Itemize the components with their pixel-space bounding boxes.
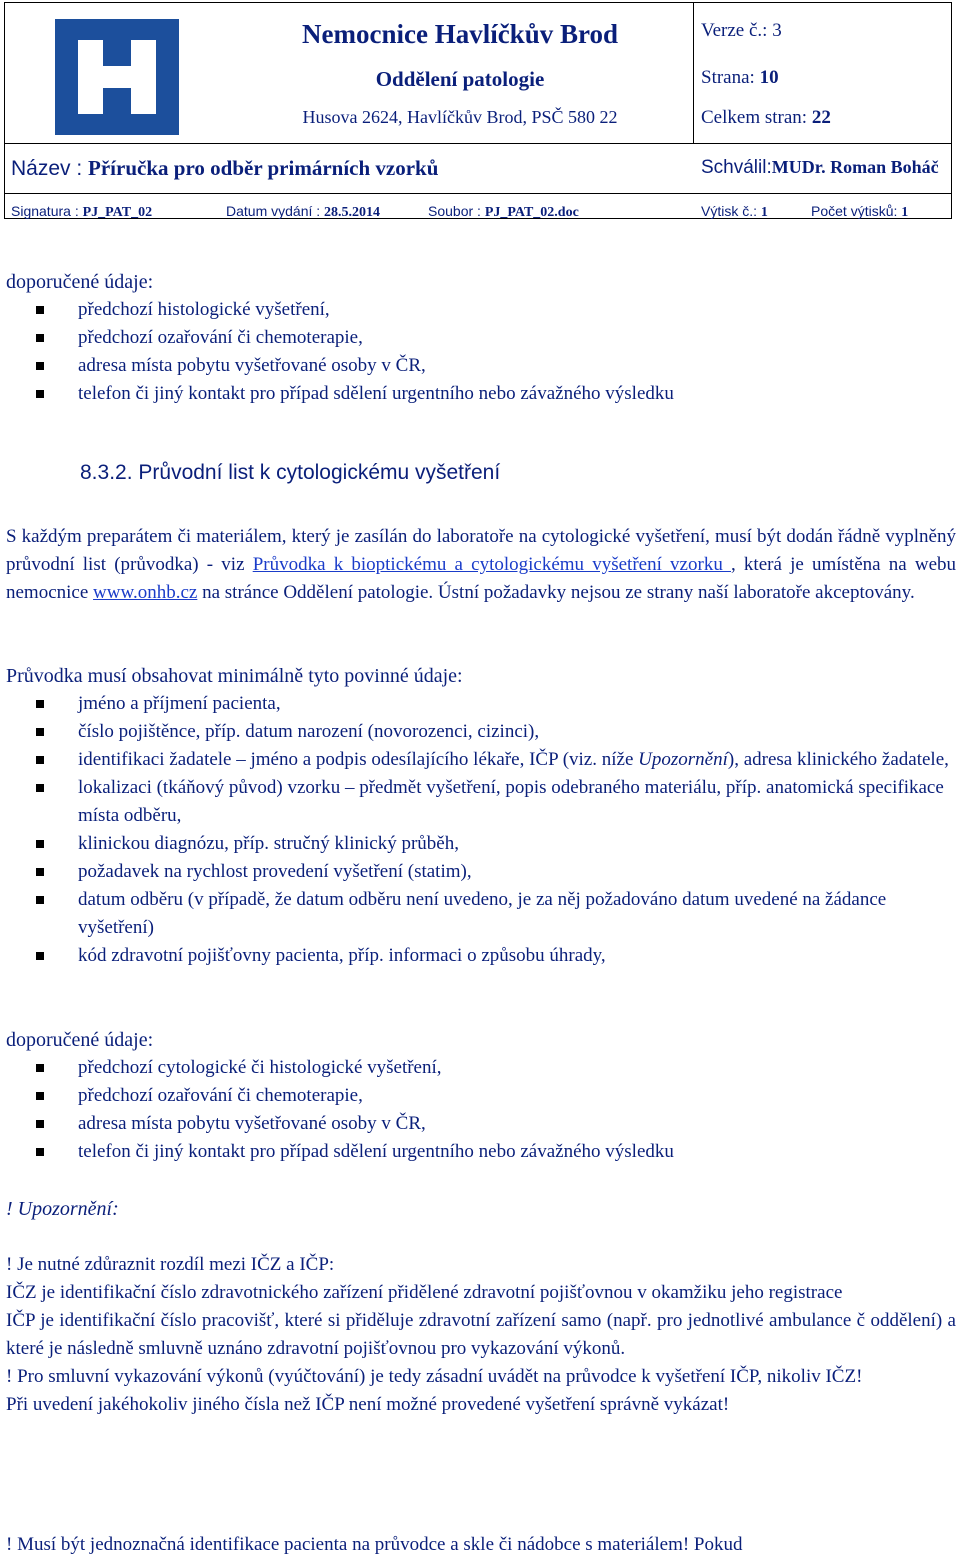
- warning-paragraph: IČZ je identifikační číslo zdravotnického zařízení přidělené zdravotní pojišťovnou v okamžiku jeho registrace: [6, 1282, 843, 1303]
- print-number-field: Výtisk č.: 1: [701, 203, 768, 220]
- list-item: identifikaci žadatele – jméno a podpis odesílajícího lékaře, IČP (viz. níže Upozornění), adresa klinického žadatele,: [6, 746, 956, 774]
- list-item: adresa místa pobytu vyšetřované osoby v ČR,: [6, 352, 956, 380]
- warning-text: [6, 1251, 956, 1419]
- list-item: lokalizaci (tkáňový původ) vzorku – předmět vyšetření, popis odebraného materiálu, příp. anatomická specifikace místa odběru,: [6, 774, 956, 830]
- warning-text-continued: [6, 1531, 956, 1559]
- section-number: 8.3.2.: [80, 461, 133, 484]
- list-item: jméno a příjmení pacienta,: [6, 690, 956, 718]
- warning-paragraph: IČP je identifikační číslo pracovišť, které si přiděluje zdravotní zařízení samo (např. pro jednotlivé ambulance č oddělení) a které je následně smluvně uznáno zdravotní pojišťovnou pro vykazování výkonů.: [6, 1310, 956, 1359]
- hospital-logo-icon: [55, 19, 179, 135]
- signature-field: Signatura : PJ_PAT_02: [11, 203, 153, 220]
- intro-paragraph: S každým preparátem či materiálem, který je zasílán do laboratoře na cytologické vyšetření, musí být dodán řádně vyplněný průvodní list (průvodka) - viz Průvodka k bioptickému a cytologickému vyšetření vzorku , která je umístěna na webu nemocnice www.onhb.cz na stránce Oddělení patologie. Ústní požadavky nejsou ze strany naší laboratoře akceptovány.: [6, 526, 957, 603]
- mandatory-list: [6, 690, 956, 970]
- document-title: Název : Příručka pro odběr primárních vzorků: [11, 156, 439, 180]
- department-name: Oddělení patologie: [375, 67, 545, 91]
- mandatory-label: Průvodka musí obsahovat minimálně tyto povinné údaje:: [6, 665, 463, 687]
- warning-paragraph: ! Pro smluvní vykazování výkonů (vyúčtování) je tedy zásadní uvádět na průvodce k vyšetření IČP, nikoliv IČZ!: [6, 1366, 863, 1387]
- section-heading: [80, 459, 950, 487]
- header-divider-1: [5, 143, 951, 144]
- list-item: předchozí ozařování či chemoterapie,: [6, 1082, 956, 1110]
- recommended-list: [6, 1054, 956, 1166]
- institution-address: Husova 2624, Havlíčkův Brod, PSČ 580 22: [302, 107, 618, 127]
- request-form-link[interactable]: Průvodka k bioptickému a cytologickému vyšetření vzorku: [252, 554, 731, 575]
- list-item: číslo pojištěnce, příp. datum narození (novorozenci, cizinci),: [6, 718, 956, 746]
- total-pages-field: Celkem stran: 22: [701, 107, 831, 128]
- list-item: předchozí histologické vyšetření,: [6, 296, 956, 324]
- mandatory-data: [6, 662, 956, 970]
- section-title: Průvodní list k cytologickému vyšetření: [138, 461, 501, 484]
- list-item: telefon či jiný kontakt pro případ sdělení urgentního nebo závažného výsledku: [6, 380, 956, 408]
- list-item: datum odběru (v případě, že datum odběru není uvedeno, je za něj požadováno datum uvedené na žádance vyšetření): [6, 886, 956, 942]
- warning-label: ! Upozornění:: [6, 1198, 119, 1220]
- warning-paragraph: ! Je nutné zdůraznit rozdíl mezi IČZ a IČP:: [6, 1254, 335, 1275]
- recommended-data-2: [6, 1026, 956, 1166]
- approved-by: Schválil:MUDr. Roman Boháč: [701, 157, 939, 178]
- copies-field: Počet výtisků: 1: [811, 203, 909, 220]
- list-item: klinickou diagnózu, příp. stručný klinický průběh,: [6, 830, 956, 858]
- list-item: předchozí cytologické či histologické vyšetření,: [6, 1054, 956, 1082]
- list-item: adresa místa pobytu vyšetřované osoby v ČR,: [6, 1110, 956, 1138]
- header-divider-2: [5, 193, 951, 194]
- warning-paragraph: ! Musí být jednoznačná identifikace pacienta na průvodce a skle či nádobce s materiálem! Pokud: [6, 1534, 743, 1555]
- list-item: telefon či jiný kontakt pro případ sdělení urgentního nebo závažného výsledku: [6, 1138, 956, 1166]
- list-item: požadavek na rychlost provedení vyšetření (statim),: [6, 858, 956, 886]
- document-header: [4, 2, 952, 219]
- list-item: kód zdravotní pojišťovny pacienta, příp. informaci o způsobu úhrady,: [6, 942, 956, 970]
- institution-name: Nemocnice Havlíčkův Brod: [302, 19, 618, 49]
- recommended-label: doporučené údaje:: [6, 1029, 154, 1051]
- version-field: Verze č.: 3: [701, 20, 782, 41]
- issue-date-field: Datum vydání : 28.5.2014: [226, 203, 381, 220]
- hospital-web-link[interactable]: www.onhb.cz: [93, 582, 198, 603]
- recommended-label: doporučené údaje:: [6, 271, 154, 293]
- warning-block: [6, 1195, 956, 1223]
- header-divider-vertical: [693, 3, 694, 143]
- page-number-field: Strana: 10: [701, 67, 779, 88]
- warning-paragraph: Při uvedení jakéhokoliv jiného čísla než IČP není možné provedené vyšetření správně vykázat!: [6, 1394, 730, 1415]
- recommended-list: [6, 296, 956, 408]
- list-item: předchozí ozařování či chemoterapie,: [6, 324, 956, 352]
- file-field: Soubor : PJ_PAT_02.doc: [428, 203, 579, 220]
- recommended-data-1: [6, 268, 956, 408]
